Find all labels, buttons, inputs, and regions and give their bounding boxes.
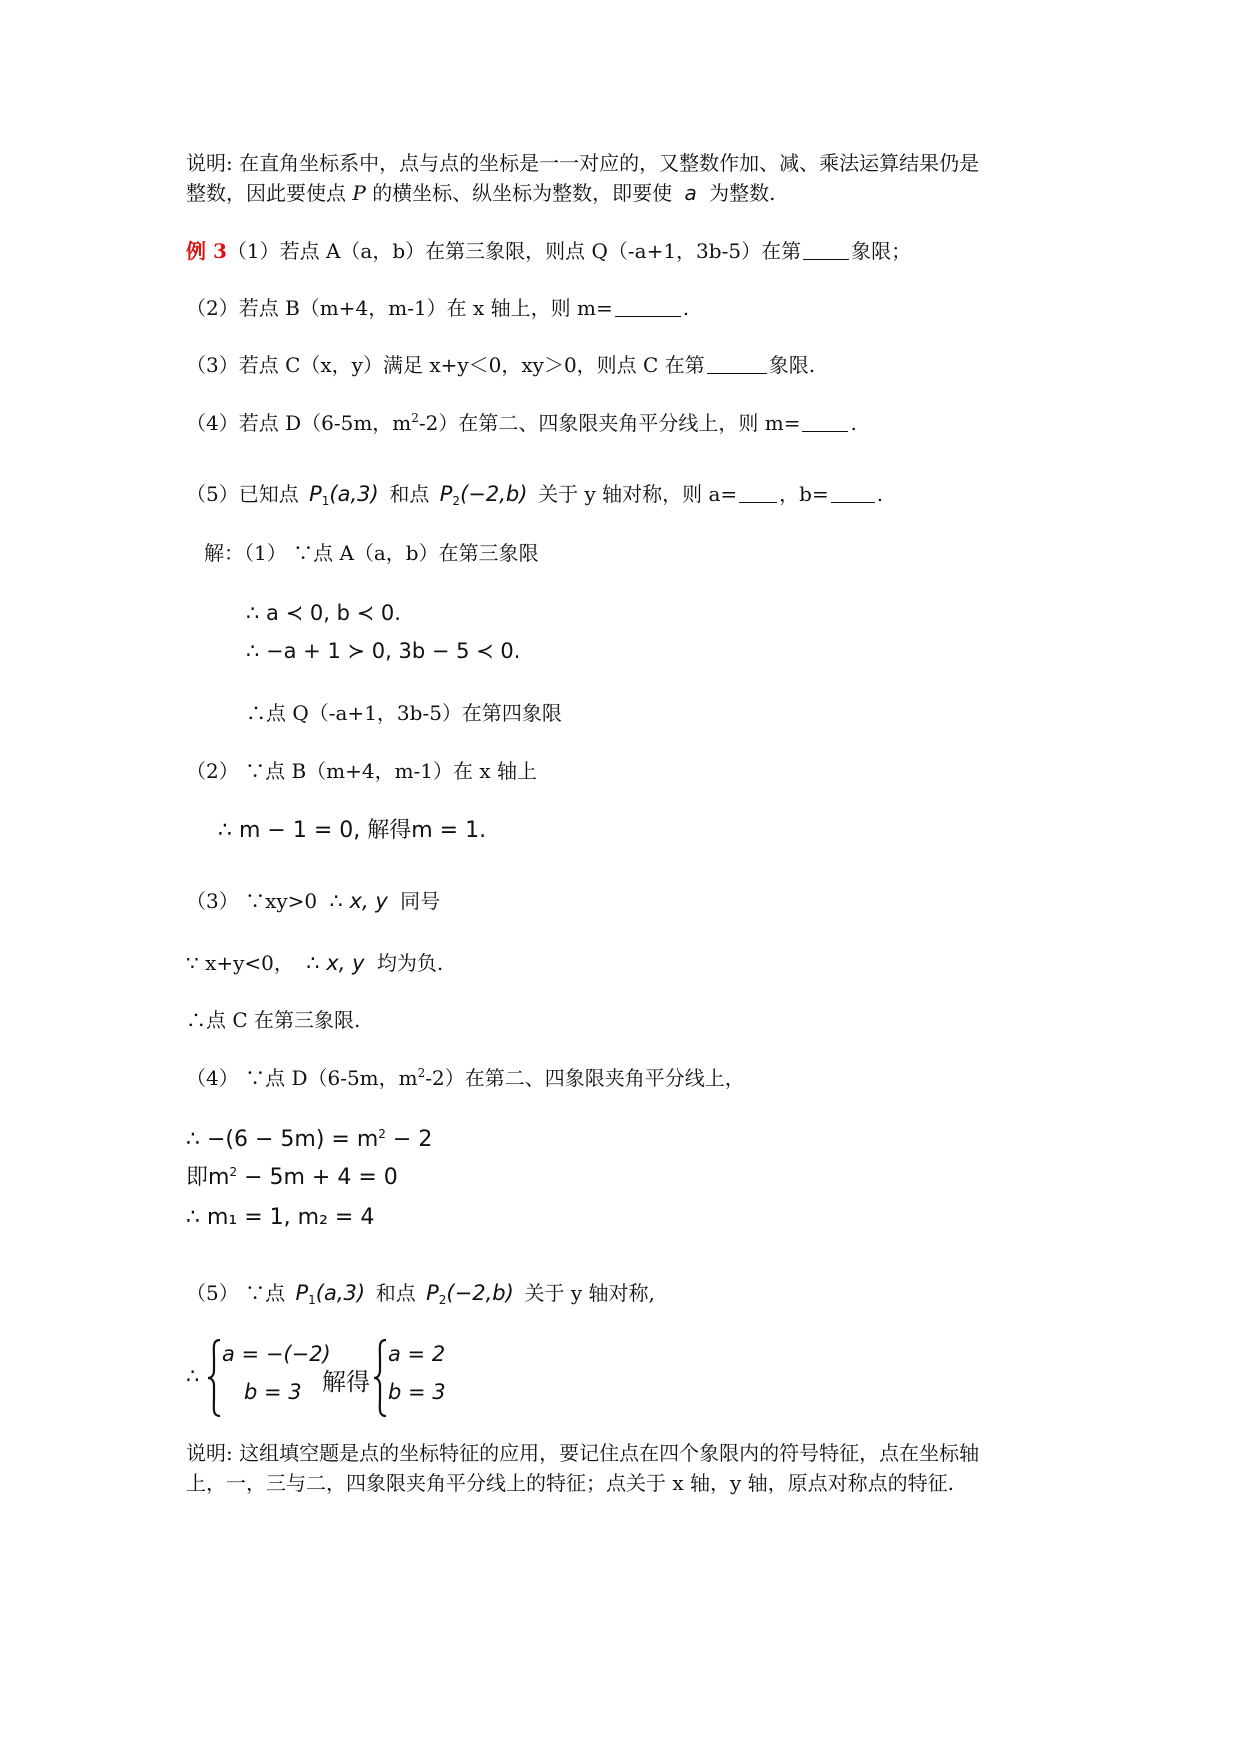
note2-line1: 说明: 这组填空题是点的坐标特征的应用，要记住点在四个象限内的符号特征，点在坐标轴 [186, 1441, 980, 1465]
question-5: （5）已知点 $P_1(a,3)$ 和点 $P_2(-2,b)$ 关于 y 轴对称，则 a= ，b= . [186, 482, 884, 508]
math-xy-2: ∴ x, y [306, 951, 365, 975]
example-label: 例 3 [186, 239, 227, 263]
question-3: （3）若点 C（x，y）满足 x+y＜0，xy＞0，则点 C 在第 象限. [186, 353, 816, 377]
question-4: （4）若点 D（6-5m，$m^2-2$）在第二、四象限夹角平分线上，则 m= . [186, 411, 857, 435]
point-p1: $P_1(a,3)$ [309, 482, 379, 508]
solution-4-eq2: 即$m^2 - 5m + 4 = 0$ [186, 1165, 398, 1190]
solution-3-line2: ∵ x+y<0， ∴ x, y 均为负. [186, 951, 444, 975]
system2-line1: a = 2 [388, 1342, 446, 1366]
question-2: （2）若点 B（m+4，m-1）在 x 轴上，则 m= . [186, 296, 690, 320]
answer-blank-1 [803, 239, 849, 260]
solution-5-head: （5） ∵点 $P_1(a,3)$ 和点 $P_2(-2,b)$ 关于 y 轴对称, [186, 1281, 655, 1307]
solution-1-eq2: ∴ −a + 1 ≻ 0, 3b − 5 ≺ 0. [246, 639, 521, 663]
left-brace-2 [372, 1338, 388, 1418]
solution-3-conclusion: ∴点 C 在第三象限. [186, 1008, 361, 1032]
solve-label: 解得 [322, 1368, 370, 1396]
solution-2-eq: ∴ m − 1 = 0, 解得m = 1. [218, 818, 487, 843]
answer-blank-2 [615, 296, 681, 317]
solution-3-head: （3） ∵xy>0 ∴ x, y 同号 [186, 889, 441, 913]
answer-blank-4 [802, 411, 848, 432]
answer-blank-5a [739, 482, 777, 503]
solution-1-eq1: ∴ a ≺ 0, b ≺ 0. [246, 601, 401, 625]
solution-1-conclusion: ∴点 Q（-a+1，3b-5）在第四象限 [246, 701, 562, 725]
system2-line2: b = 3 [388, 1380, 446, 1404]
therefore-symbol: ∴ [186, 1364, 200, 1388]
system1-line2: b = 3 [244, 1380, 302, 1404]
note2-line2: 上，一，三与二，四象限夹角平分线上的特征；点关于 x 轴，y 轴，原点对称点的特征. [186, 1471, 955, 1495]
solution-2-head: （2） ∵点 B（m+4，m-1）在 x 轴上 [186, 759, 538, 783]
var-a: a [684, 181, 697, 205]
point-p2: $P_2(-2,b)$ [439, 482, 528, 508]
solution-4-eq1: ∴ $-(6 - 5m) = m^2 - 2$ [186, 1127, 433, 1152]
left-brace-1 [206, 1338, 222, 1418]
math-xy: ∴ x, y [329, 889, 388, 913]
note1-line1: 说明: 在直角坐标系中，点与点的坐标是一一对应的，又整数作加、减、乘法运算结果仍是 [186, 151, 980, 175]
solution-4-head: （4） ∵点 D（6-5m，$m^2-2$）在第二、四象限夹角平分线上， [186, 1066, 745, 1090]
solution-4-eq3: ∴ m₁ = 1, m₂ = 4 [186, 1205, 375, 1230]
var-p: P [352, 181, 366, 205]
point-p1-solution: $P_1(a,3)$ [295, 1281, 366, 1307]
answer-blank-5b [831, 482, 875, 503]
answer-blank-3 [707, 353, 767, 374]
system1-line1: a = −(−2) [222, 1342, 331, 1366]
solution-5-systems [186, 1338, 466, 1418]
question-1: 例 3（1）若点 A（a，b）在第三象限，则点 Q（-a+1，3b-5）在第 象限； [186, 239, 912, 263]
solution-1-head: 解：（1） ∵点 A（a，b）在第三象限 [204, 541, 539, 565]
note1-line2: 整数，因此要使点 P 的横坐标、纵坐标为整数，即要使 a 为整数. [186, 181, 776, 205]
point-p2-solution: $P_2(-2,b)$ [426, 1281, 514, 1307]
